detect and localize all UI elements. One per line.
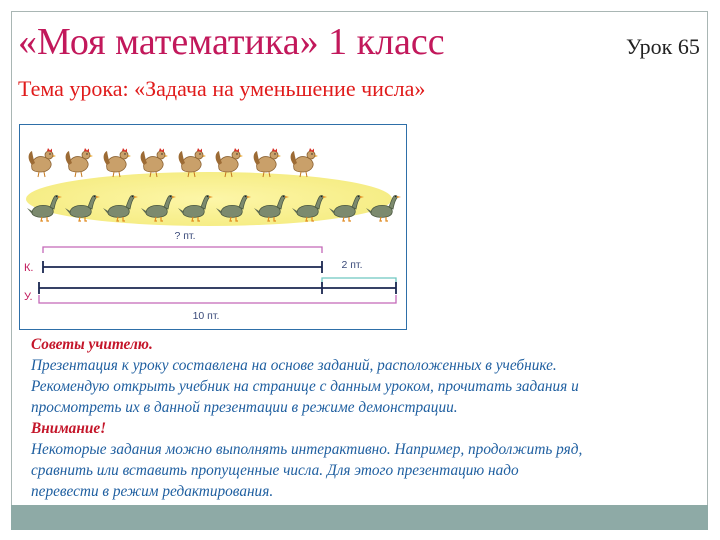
unknown-brace	[43, 247, 322, 253]
illustration-svg	[20, 125, 405, 328]
teacher-advice	[31, 334, 701, 502]
warning-line: Некоторые задания можно выполнять интерактивно. Например, продолжить ряд,	[31, 441, 583, 458]
lesson-number: Урок 65	[626, 34, 700, 59]
label-hens: К.	[24, 262, 34, 274]
advice-heading: Советы учителю.	[31, 336, 153, 353]
warning-heading: Внимание!	[31, 420, 107, 437]
bottom-bar	[11, 505, 708, 530]
task-illustration	[19, 124, 407, 330]
total-label: 10 пт.	[192, 310, 220, 322]
total-brace	[39, 295, 396, 303]
advice-line: Рекомендую открыть учебник на странице с данным уроком, прочитать задания и	[31, 378, 579, 395]
warning-line: перевести в режим редактирования.	[31, 483, 274, 500]
difference-label: 2 пт.	[341, 259, 363, 271]
unknown-label: ? пт.	[174, 230, 196, 242]
advice-line: просмотреть их в данной презентации в режиме демонстрации.	[31, 399, 458, 416]
page-title: «Моя математика» 1 класс	[18, 21, 445, 63]
lesson-topic: Тема урока: «Задача на уменьшение числа»	[18, 76, 426, 101]
meadow-background	[26, 172, 392, 226]
label-geese: У.	[24, 291, 33, 303]
advice-line: Презентация к уроку составлена на основе заданий, расположенных в учебнике.	[31, 357, 557, 374]
difference-brace	[322, 278, 396, 285]
warning-line: сравнить или вставить пропущенные числа. Для этого презентацию надо	[31, 462, 519, 479]
